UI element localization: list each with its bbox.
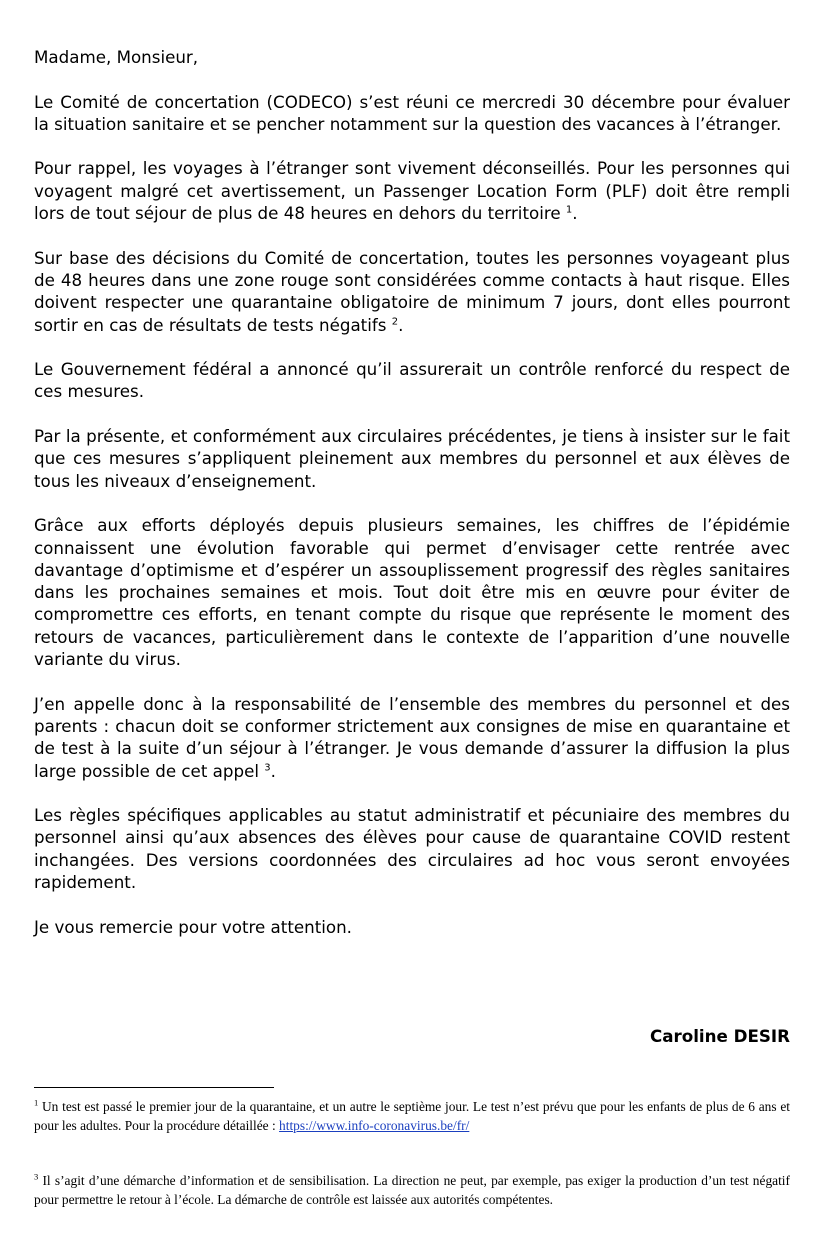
footnote-ref-3: 3 — [264, 761, 271, 773]
paragraph-specific-rules-text: Les règles spécifiques applicables au statut administratif et pécuniaire des membres du personnel ainsi qu’aux absences des élèves pour cause de quarantaine COVID restent inchangées. Des versions coordonnées des circulaires ad hoc vous seront envoyées rapidement. — [34, 805, 790, 892]
paragraph-codeco — [34, 91, 790, 136]
paragraph-responsibility-text: J’en appelle donc à la responsabilité de l’ensemble des membres du personnel et des parents : chacun doit se conformer strictement aux consignes de mise en quarantaine et de test à la suite d’un séjour à l’étranger. Je vous demande d’assurer la diffusion la plus large possible de cet appel — [34, 693, 790, 781]
paragraph-red-zone — [34, 247, 790, 336]
footnote-3-text: Il s’agit d’une démarche d’information et de sensibilisation. La direction ne peut, par exemple, pas exiger la production d’un test négatif pour permettre le retour à l’école. La démarche de contrôle est laissée aux autorités compétentes. — [34, 1173, 790, 1207]
footnote-divider — [34, 1087, 274, 1088]
footnote-ref-2: 2 — [391, 316, 399, 327]
signature: Caroline DESIR — [650, 1026, 790, 1046]
closing: Je vous remercie pour votre attention. — [34, 916, 352, 937]
footnote-ref-1: 1 — [565, 204, 573, 216]
paragraph-measures-apply-text: Par la présente, et conformément aux circulaires précédentes, je tiens à insister sur le fait que ces mesures s’appliquent pleinement aux membres du personnel et aux élèves de tous les niveaux d’enseignement. — [34, 426, 790, 491]
paragraph-travel-reminder — [34, 157, 790, 224]
paragraph-red-zone-text: Sur base des décisions du Comité de concertation, toutes les personnes voyageant plus de 48 heures dans une zone rouge sont considérées comme contacts à haut risque. Elles doivent respecter une quarantaine obligatoire de minimum 7 jours, dont elles pourront sortir en cas de résultats de tests négatifs — [34, 247, 790, 335]
paragraph-responsibility-end: . — [270, 760, 276, 781]
paragraph-efforts — [34, 514, 790, 670]
footnote-3 — [34, 1171, 790, 1209]
paragraph-travel-reminder-text: Pour rappel, les voyages à l’étranger sont vivement déconseillés. Pour les personnes qui voyagent malgré cet avertissement, un Passenger Location Form (PLF) doit être rempli lors de tout séjour de plus de 48 heures en dehors du territoire — [34, 158, 790, 224]
footnote-1-link[interactable]: https://www.info-coronavirus.be/fr/ — [279, 1118, 470, 1133]
letter-body — [34, 46, 790, 960]
paragraph-efforts-text: Grâce aux efforts déployés depuis plusieurs semaines, les chiffres de l’épidémie connaissent une évolution favorable qui permet d’envisager cette rentrée avec davantage d’optimisme et d’espérer un assouplissement progressif des règles sanitaires dans les prochaines semaines et mois. Tout doit être mis en œuvre pour éviter de compromettre ces efforts, en tenant compte du risque que représente le moment des retours de vacances, particulièrement dans le contexte de l’apparition d’une nouvelle variante du virus. — [34, 515, 790, 670]
paragraph-measures-apply — [34, 425, 790, 492]
paragraph-specific-rules — [34, 804, 790, 893]
footnote-1-text: Un test est passé le premier jour de la quarantaine, et un autre le septième jour. Le test n’est prévu que pour les enfants de plus de 6 ans et pour les adultes. Pour la procédure détaillée : — [34, 1099, 790, 1133]
footnote-1-marker: 1 — [34, 1097, 39, 1108]
salutation: Madame, Monsieur, — [34, 47, 199, 67]
footnote-1 — [34, 1097, 790, 1135]
paragraph-codeco-text: Le Comité de concertation (CODECO) s’est réuni ce mercredi 30 décembre pour évaluer la situation sanitaire et se pencher notamment sur la question des vacances à l’étranger. — [34, 91, 790, 134]
paragraph-federal-control — [34, 358, 790, 403]
paragraph-federal-control-text: Le Gouvernement fédéral a annoncé qu’il assurerait un contrôle renforcé du respect de ces mesures. — [34, 359, 790, 402]
footnote-3-marker: 3 — [34, 1171, 39, 1182]
paragraph-red-zone-end: . — [398, 314, 404, 335]
paragraph-travel-reminder-end: . — [572, 203, 578, 224]
paragraph-responsibility — [34, 693, 790, 782]
